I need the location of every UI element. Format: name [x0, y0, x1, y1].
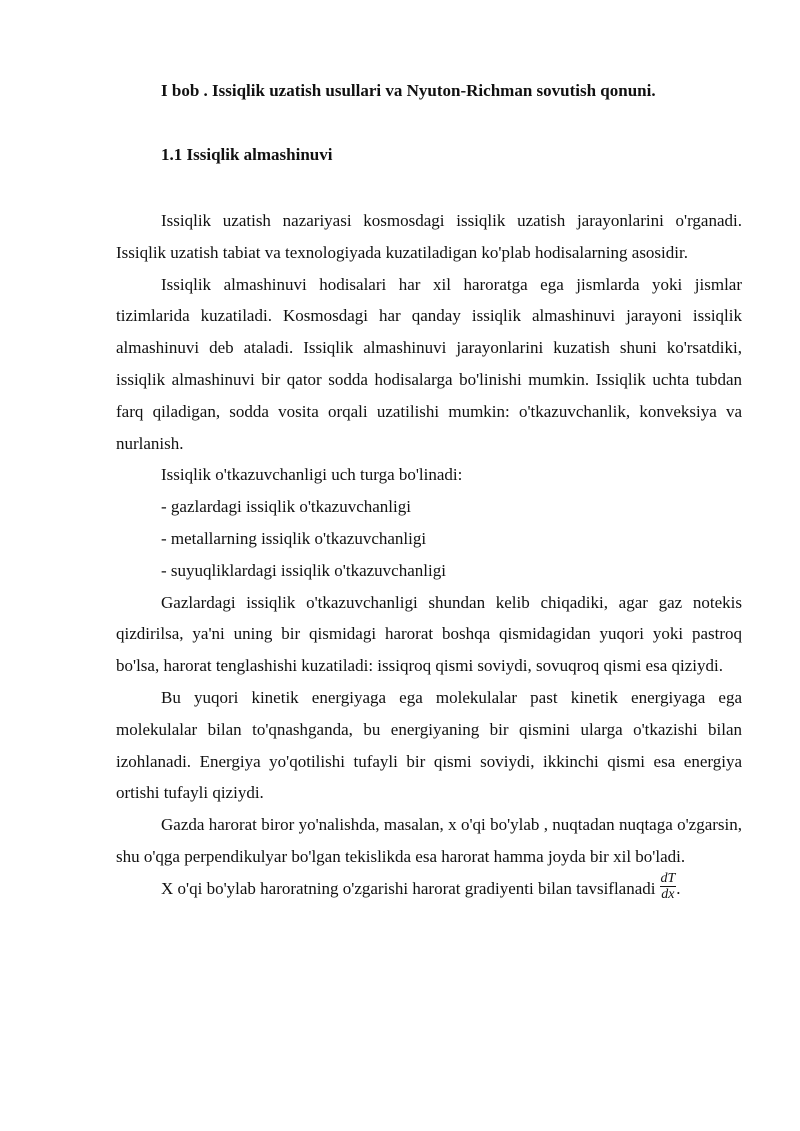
chapter-title: I bob . Issiqlik uzatish usullari va Nyuton-Richman sovutish qonuni.	[161, 81, 656, 100]
paragraph: Bu yuqori kinetik energiyaga ega molekulalar past kinetik energiyaga ega molekulalar bilan to'qnashganda, bu energiyaning bir qismini ularga o'tkazishi bilan izohlanadi. Energiya yo'qotilishi tufayli bir qismi soviydi, ikkinchi qismi esa energiya ortishi tufayli qiziydi.	[116, 687, 742, 803]
last-line-text: X o'qi bo'ylab haroratning o'zgarishi harorat gradiyenti bilan tavsiflanadi	[161, 878, 656, 898]
paragraph-with-formula	[116, 873, 742, 906]
formula-denominator: dx	[661, 887, 675, 903]
list-item: - gazlardagi issiqlik o'tkazuvchanligi	[161, 497, 411, 517]
end-punctuation: .	[676, 878, 681, 898]
paragraph: Gazda harorat biror yo'nalishda, masalan, x o'qi bo'ylab , nuqtadan nuqtaga o'zgarsin, shu o'qga perpendikulyar bo'lgan tekislikda esa harorat hamma joyda bir xil bo'ladi.	[116, 815, 742, 866]
section-title: 1.1 Issiqlik almashinuvi	[161, 145, 333, 164]
paragraph: Issiqlik uzatish nazariyasi kosmosdagi issiqlik uzatish jarayonlarini o'rganadi. Issiqlik uzatish tabiat va texnologiyada kuzatiladigan ko'plab hodisalarning asosidir.	[116, 211, 742, 262]
list-item: - metallarning issiqlik o'tkazuvchanligi	[161, 528, 427, 548]
list-item: - suyuqliklardagi issiqlik o'tkazuvchanligi	[161, 560, 446, 580]
paragraph: Gazlardagi issiqlik o'tkazuvchanligi shundan kelib chiqadiki, agar gaz notekis qizdirilsa, ya'ni uning bir qismidagi harorat boshqa qismidagidan yuqori yoki pastroq bo'lsa, harorat tenglashishi kuzatiladi: issiqroq qismi soviydi, sovuqroq qismi esa qiziydi.	[116, 592, 742, 676]
paragraph: Issiqlik almashinuvi hodisalari har xil haroratga ega jismlarda yoki jismlar tizimlarida kuzatiladi. Kosmosdagi har qanday issiqlik almashinuvi jarayoni issiqlik almashinuvi deb ataladi. Issiqlik almashinuvi jarayonlarini kuzatish shuni ko'rsatdiki, issiqlik almashinuvi bir qator sodda hodisalarga bo'linishi mumkin. Issiqlik uchta tubdan farq qiladigan, sodda vosita orqali uzatilishi mumkin: o'tkazuvchanlik, konveksiya va nurlanish.	[116, 274, 742, 453]
formula-numerator: dT	[660, 871, 676, 887]
paragraph: Issiqlik o'tkazuvchanligi uch turga bo'linadi:	[161, 465, 463, 485]
gradient-formula	[660, 871, 677, 902]
body-text	[116, 205, 742, 905]
